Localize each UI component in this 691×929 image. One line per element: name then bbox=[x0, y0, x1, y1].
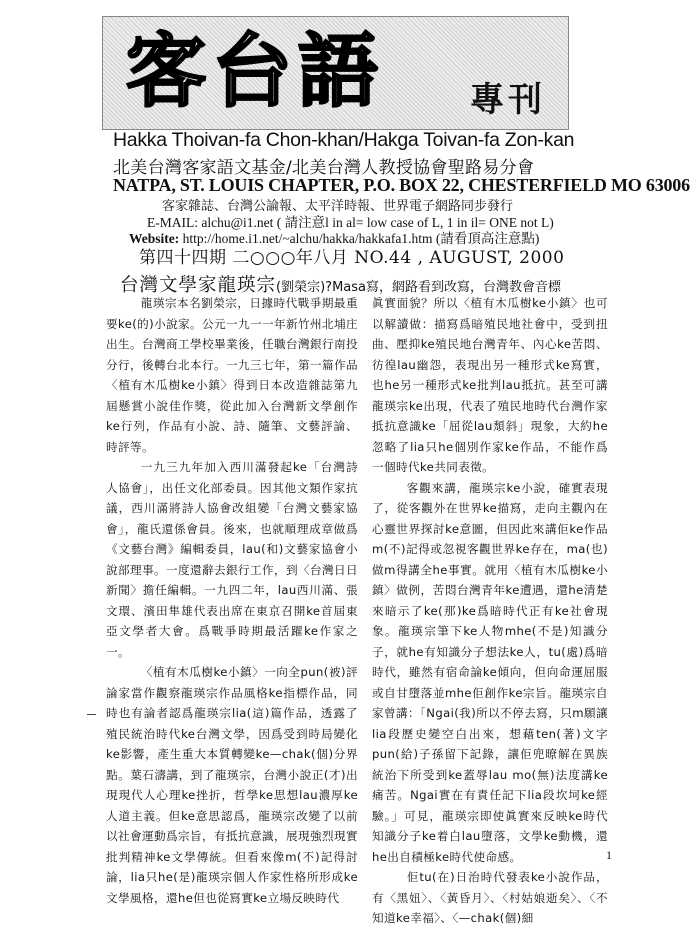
website-url[interactable]: http://home.i1.net/~alchu/hakka/hakkafa1.htm bbox=[182, 231, 433, 246]
paragraph: 〈植有木瓜樹ke小鎮〉一向全pun(被)評論家當作觀察龍瑛宗作品風格ke指標作品，同時也有論者認爲龍瑛宗lia(這)篇作品，透露了殖民統治時代ke台灣文學，因爲受到時局變化ke影響，產生重大本質轉變ke—chak(個)分界點。葉石濤講，到了龍瑛宗，台灣小說正(才)出現現代人心理ke挫折，哲學ke思想lau濃厚ke人道主義。但ke意思認爲，龍瑛宗改變了以前以社會運動爲宗旨，有抵抗意識，展現強烈現實批判精神ke文學傳統。但看來像m(不)記得討論，lia只he(是)龍瑛宗個人作家性格所形成ke文學風格，還he但也從寫實ke立場反映時代 bbox=[106, 665, 358, 905]
website-label: Website: bbox=[129, 231, 180, 246]
paragraph: 客觀來講，龍瑛宗ke小說，確實表現了，從客觀外在世界ke描寫，走向主觀內在心靈世界探討ke意圖，但因此來講佢ke作品m(不)記得或忽視客觀世界ke存在，ma(也)做m得講全he事實。就用〈植有木瓜樹ke小鎮〉做例，苦悶台灣青年ke遭遇，還he清楚來暗示了ke(那)ke爲暗時代正有ke社會現象。龍瑛宗筆下ke人物mhe(不是)知識分子，就he有知識分子想法ke人，tu(處)爲暗時代，雖然有宿命論ke傾向，但向命運屈服或自甘墮落並mhe佢創作ke宗旨。龍瑛宗自家曾講：「Ngai(我)所以不停去寫，只m願讓lia段歷史變空白出來，想藉ten(著)文字pun(給)子孫留下記錄，讓佢兜暸解在異族統治下所受到ke蓋辱lau mo(無)法度講ke痛苦。Ngai實在有責任記下lia段坎坷ke經驗。」可見，龍瑛宗即使眞實來反映ke時代知識分子ke着白lau墮落，文學ke動機，還he出自積極ke時代使命感。 bbox=[372, 480, 608, 864]
paragraph: 眞實面貌？所以〈植有木瓜樹ke小鎮〉也可以解讀做：描寫爲暗殖民地社會中，受到扭曲、壓抑ke殖民地台灣青年、內心ke苦悶、彷徨lau幽怨，表現出另一種形式ke寫實，也he另一種形式ke批判lau抵抗。甚至可講龍瑛宗ke出現，代表了殖民地時代台灣作家抵抗意識ke「屈從lau頹斜」現象，大約he忽略了lia只he個別作家ke作品，不能作爲一個時代ke共同表徵。 bbox=[372, 296, 608, 474]
email-address[interactable]: alchu@i1.net bbox=[201, 215, 274, 230]
masthead-title: 客台語 bbox=[126, 25, 384, 118]
right-column bbox=[372, 293, 608, 929]
email-note: ( 請注意l in al= low case of L, 1 in il= ONE not L) bbox=[276, 215, 554, 230]
page-number: 1 bbox=[606, 848, 612, 862]
article-title-rest: ?Masa寫，網路看到改寫，台灣教會音標 bbox=[325, 280, 561, 295]
email-label: E-MAIL: bbox=[147, 215, 198, 230]
paragraph: 佢tu(在)日治時代發表ke小說作品，有〈黑妞〉、〈黃昏月〉、〈村姑娘逝矣〉、〈不知道ke幸福〉、〈—chak(個)細 bbox=[372, 870, 608, 925]
article-title-paren: (劉榮宗) bbox=[276, 280, 326, 295]
paragraph: 一九三九年加入西川滿發起ke「台灣詩人協會」，出任文化部委員。因其他文類作家抗議，西川滿將詩人協會改組變「台灣文藝家協會」，龍氏還係會員。後來，也就順理成章做爲《文藝台灣》編輯委員，lau(和)文藝家協會小說部理事。一度還辭去銀行工作，到〈台灣日日新聞〉擔任編輯。一九四二年，lau西川滿、張文環、濱田隼雄代表出席在東京召開ke首屆東亞文學者大會。爲戰爭時期最活躍ke作家之一。 bbox=[106, 460, 358, 659]
issue-line: 第四十四期 二○○○年八月 NO.44 , AUGUST, 2000 bbox=[139, 248, 565, 268]
masthead-subtitle: 專刊 bbox=[470, 80, 546, 120]
mailing-address: NATPA, ST. LOUIS CHAPTER, P.O. BOX 22, CHESTERFIELD MO 63006 bbox=[113, 175, 690, 195]
romanized-title: Hakka Thoivan-fa Chon-khan/Hakga Toivan-fa Zon-kan bbox=[113, 129, 575, 151]
article-title-main: 台灣文學家龍瑛宗 bbox=[120, 275, 277, 296]
paragraph: 龍瑛宗本名劉榮宗，日據時代戰爭期最重要ke(的)小說家。公元一九一一年新竹州北埔庄出生。台灣商工學校畢業後，任職台灣銀行南投分行，後轉台北本行。一九三七年，第一篇作品〈植有木瓜樹ke小鎮〉得到日本改造雜誌第九屆懸賞小說佳作獎，從此加入台灣新文學創作ke行列，作品有小說、詩、隨筆、文藝評論、時評等。 bbox=[106, 296, 358, 454]
left-column bbox=[106, 293, 358, 908]
publisher-organizations: 北美台灣客家語文基金/北美台灣人教授協會聖路易分會 bbox=[113, 158, 535, 178]
margin-mark bbox=[87, 714, 96, 715]
website-note: (請看頂高注意點) bbox=[435, 231, 540, 246]
sync-publish-note: 客家雜誌、台灣公論報、太平洋時報、世界電子網路同步發行 bbox=[162, 199, 514, 214]
